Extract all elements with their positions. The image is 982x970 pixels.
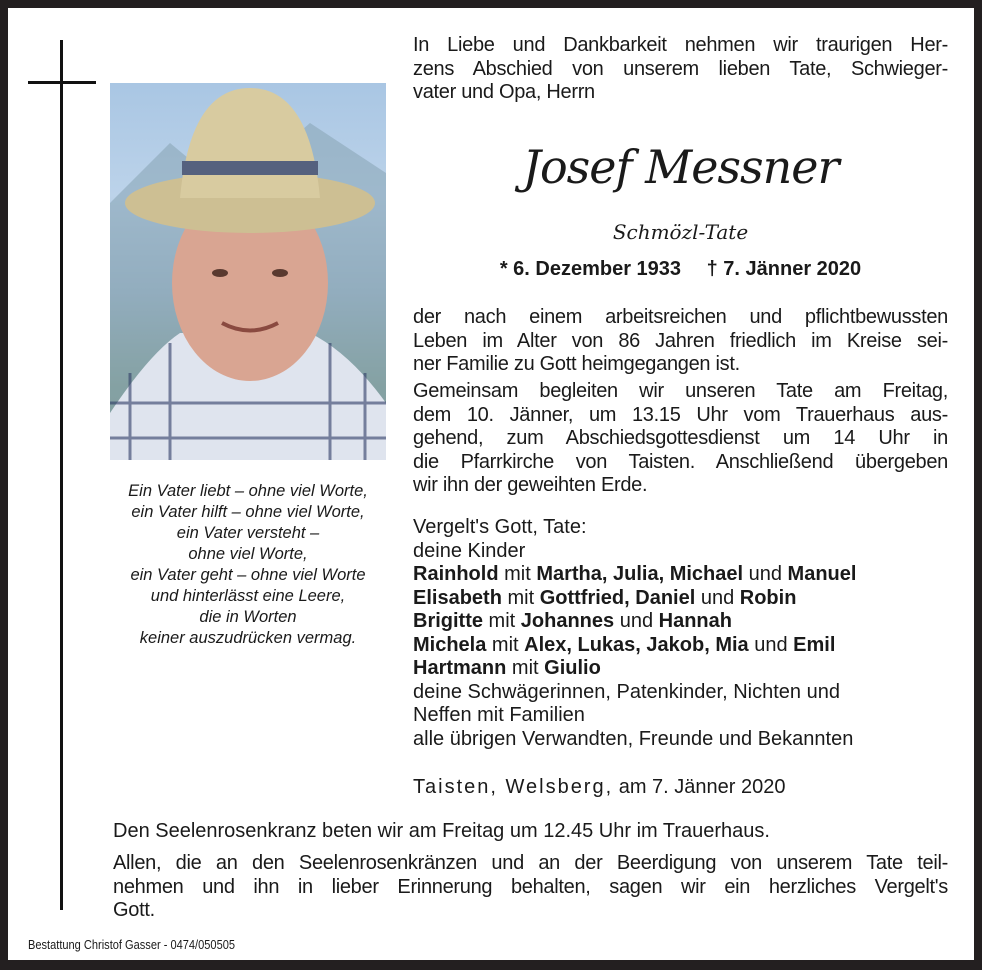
cross-icon — [60, 40, 63, 910]
relatives-line: deine Schwägerinnen, Patenkinder, Nichten und — [413, 680, 840, 703]
kids-label: deine Kinder — [413, 539, 526, 562]
text-line: dem 10. Jänner, um 13.15 Uhr vom Trauerhaus aus- — [413, 403, 948, 426]
life-dates — [413, 258, 948, 281]
text-line: der nach einem arbeitsreichen und pflichtbewussten — [413, 306, 948, 328]
text-line: Gott. — [113, 899, 155, 921]
kid-line: Rainhold mit Martha, Julia, Michael und Manuel — [413, 563, 857, 585]
poem-line: Ein Vater liebt – ohne viel Worte, — [128, 482, 368, 500]
birth-date: * 6. Dezember 1933 — [499, 258, 682, 280]
mourners-list — [413, 516, 948, 751]
portrait-photo — [110, 83, 386, 460]
text-line: gehend, zum Abschiedsgottesdienst um 14 Uhr in — [413, 427, 948, 449]
paragraph-funeral — [413, 380, 948, 498]
text-line: ner Familie zu Gott heimgegangen ist. — [413, 353, 740, 375]
text-line: vater und Opa, Herrn — [413, 81, 595, 103]
poem-line: die in Worten — [199, 608, 297, 626]
intro-text — [413, 34, 948, 105]
thanks-line: Vergelt's Gott, Tate: — [413, 516, 587, 538]
relatives-line: Neffen mit Familien — [413, 704, 585, 726]
paragraph-life — [413, 306, 948, 377]
text-line: die Pfarrkirche von Taisten. Anschließend übergeben — [413, 450, 948, 473]
kid-line: Elisabeth mit Gottfried, Daniel und Robin — [413, 586, 797, 609]
poem-line: ein Vater geht – ohne viel Worte — [130, 566, 366, 584]
closing-text — [113, 852, 948, 923]
deceased-name: Josef Messner — [522, 140, 839, 194]
poem-line: ohne viel Worte, — [188, 545, 308, 563]
place-date: Taisten, Welsberg, am 7. Jänner 2020 — [413, 776, 786, 798]
text-line: zens Abschied von unserem lieben Tate, Schwieger- — [413, 57, 948, 80]
poem — [90, 481, 406, 649]
poem-line: ein Vater hilft – ohne viel Worte, — [131, 503, 365, 521]
nickname: Schmözl-Tate — [612, 220, 749, 244]
kid-line: Brigitte mit Johannes und Hannah — [413, 610, 732, 632]
death-date: † 7. Jänner 2020 — [706, 258, 862, 280]
relatives-line: alle übrigen Verwandten, Freunde und Bekannten — [413, 727, 854, 750]
text-line: wir ihn der geweihten Erde. — [413, 474, 648, 496]
poem-line: keiner auszudrücken vermag. — [139, 629, 357, 647]
kid-line: Hartmann mit Giulio — [413, 657, 601, 679]
funeral-home-footer: Bestattung Christof Gasser - 0474/050505 — [28, 937, 236, 952]
kid-line: Michela mit Alex, Lukas, Jakob, Mia und Emil — [413, 633, 836, 656]
cross-icon-bar — [28, 81, 96, 84]
text-line: Allen, die an den Seelenrosenkränzen und an der Beerdigung von unserem Tate teil- — [113, 852, 948, 874]
text-line: Leben im Alter von 86 Jahren friedlich im Kreise sei- — [413, 329, 948, 352]
text-line: In Liebe und Dankbarkeit nehmen wir traurigen Her- — [413, 34, 948, 56]
rosary-text: Den Seelenrosenkranz beten wir am Freitag um 12.45 Uhr im Trauerhaus. — [113, 820, 770, 842]
poem-line: und hinterlässt eine Leere, — [150, 587, 346, 605]
poem-line: ein Vater versteht – — [176, 524, 320, 542]
text-line: nehmen und ihn in lieber Erinnerung behalten, sagen wir ein herzliches Vergelt's — [113, 875, 948, 898]
text-line: Gemeinsam begleiten wir unseren Tate am Freitag, — [413, 380, 948, 402]
